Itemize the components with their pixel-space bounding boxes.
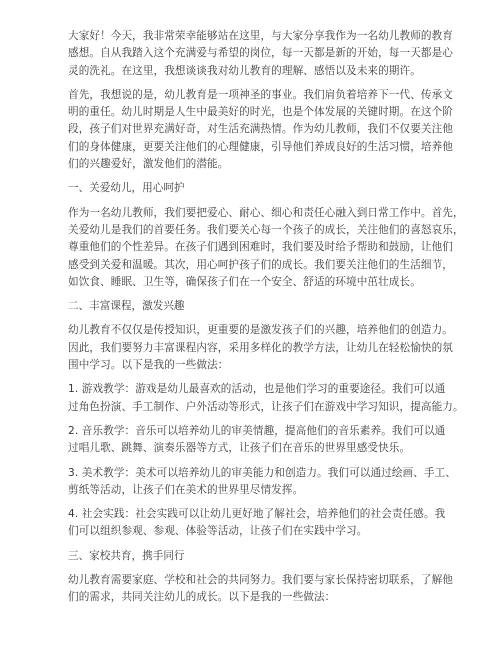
intro-paragraph [68, 28, 453, 80]
text-line: 4. 社会实践：社会实践可以让幼儿更好地了解社会，培养他们的社会责任感。我 [68, 508, 446, 521]
text-line: 作为一名幼儿教师，我们要把爱心、耐心、细心和责任心融入到日常工作中。首先， [68, 206, 464, 219]
text-line: 关爱幼儿是我们的首要任务。我们要关心每一个孩子的成长，关注他们的喜怒哀乐， [68, 223, 464, 236]
text-line: 3. 美术教学：美术可以培养幼儿的审美能力和创造力。我们可以通过绘画、手工、 [68, 466, 457, 479]
list-item-game-teaching [68, 381, 464, 416]
text-line: 1. 游戏教学：游戏是幼儿最喜欢的活动，也是他们学习的重要途径。我们可以通 [68, 383, 446, 396]
text-line: 大家好！今天，我非常荣幸能够站在这里，与大家分享我作为一名幼儿教师的教育 [68, 30, 453, 42]
text-line: 感想。自从我踏入这个充满爱与希望的岗位，每一天都是新的开始，每一天都是心 [68, 47, 453, 60]
list-item-music-teaching [68, 423, 446, 458]
text-line: 幼儿教育不仅仅是传授知识，更重要的是激发孩子们的兴趣，培养他们的创造力。 [68, 324, 453, 337]
text-line: 过唱儿歌、跳舞、演奏乐器等方式，让孩子们在音乐的世界里感受快乐。 [68, 442, 411, 455]
text-line: 剪纸等活动，让孩子们在美术的世界里尽情发挥。 [68, 483, 304, 496]
section-heading-3: 三、家校共育，携手同行 [68, 549, 185, 562]
text-line: 尊重他们的个性差异。在孩子们遇到困难时，我们要及时给予帮助和鼓励，让他们 [68, 241, 453, 254]
text-line: 首先，我想说的是，幼儿教育是一项神圣的事业。我们肩负着培养下一代、传承文 [68, 88, 453, 101]
text-line: 们可以组织参观、参观、体验等活动，让孩子们在实践中学习。 [68, 525, 368, 538]
text-line: 2. 音乐教学：音乐可以培养幼儿的审美情趣，提高他们的音乐素养。我们可以通 [68, 424, 446, 437]
text-line: 明的重任。幼儿时期是人生中最美好的时光，也是个体发展的关键时期。在这个阶 [68, 106, 453, 119]
section-heading-2: 二、丰富课程，激发兴趣 [68, 300, 185, 313]
text-line: 段，孩子们对世界充满好奇，对生活充满热情。作为幼儿教师，我们不仅要关注他 [68, 123, 453, 136]
text-line: 如饮食、睡眠、卫生等，确保孩子们在一个安全、舒适的环境中茁壮成长。 [68, 275, 421, 288]
text-line: 们的身体健康，更要关注他们的心理健康，引导他们养成良好的生活习惯，培养他 [68, 140, 453, 153]
text-line: 过角色扮演、手工制作、户外活动等形式，让孩子们在游戏中学习知识，提高能力。 [68, 400, 464, 413]
paragraph-care [68, 205, 464, 291]
text-line: 围中学习。以下是我的一些做法： [68, 359, 229, 372]
section-heading-1: 一、关爱幼儿，用心呵护 [68, 182, 185, 195]
text-line: 幼儿教育需要家庭、学校和社会的共同努力。我们要与家长保持密切联系，了解他 [68, 574, 453, 587]
text-line: 们的需求，共同关注幼儿的成长。以下是我的一些做法： [68, 591, 336, 604]
paragraph-curriculum [68, 322, 453, 374]
text-line: 感受到关爱和温暖。其次，用心呵护孩子们的成长。我们要关注他们的生活细节， [68, 258, 453, 271]
list-item-art-teaching [68, 465, 457, 500]
document-body [68, 28, 464, 614]
text-line: 因此，我们要努力丰富课程内容，采用多样化的教学方法，让幼儿在轻松愉快的氛 [68, 341, 453, 354]
list-item-social-practice [68, 506, 446, 541]
paragraph-sacred-career [68, 87, 453, 173]
text-line: 们的兴趣爱好，激发他们的潜能。 [68, 158, 229, 171]
text-line: 灵的洗礼。在这里，我想谈谈我对幼儿教育的理解、感悟以及未来的期许。 [68, 64, 421, 77]
paragraph-home-school [68, 572, 453, 607]
